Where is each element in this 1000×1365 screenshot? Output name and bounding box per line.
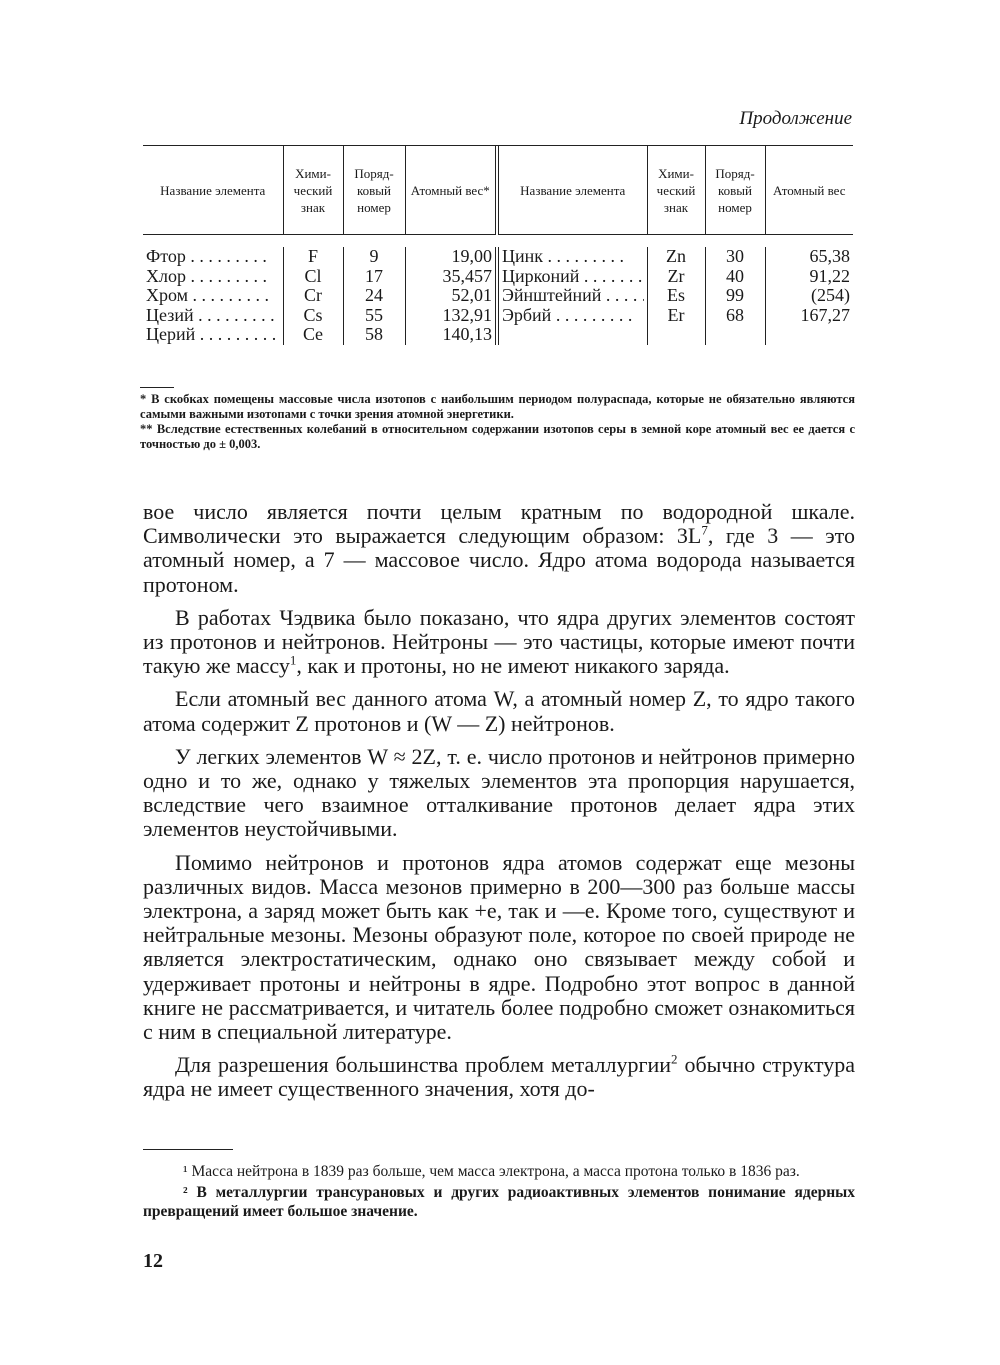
element-symbol: Zn	[666, 247, 686, 266]
header-weight-left: Атомный вес*	[405, 146, 497, 235]
main-text	[143, 500, 855, 1111]
element-weight: 19,00	[451, 247, 492, 266]
header-number-left: Поряд-ковый номер	[343, 146, 405, 235]
paragraph: У легких элементов W ≈ 2Z, т. е. число протонов и нейтронов примерно одно и то же, однако у тяжелых элементов эта пропорция нарушается, вследствие чего взаимное отталкивание протонов делает ядра этих элементов неустойчивыми.	[143, 743, 855, 842]
header-number-right: Поряд-ковый номер	[705, 146, 765, 235]
element-symbol: Cs	[303, 305, 323, 325]
element-name: Хром . . .	[146, 286, 280, 306]
paragraph	[143, 1053, 855, 1101]
paragraph-text: вое число является почти целым кратным по водородной шкале. Символически это выражается следующим образом: 3L	[143, 499, 855, 549]
header-name-left: Название элемента	[143, 146, 283, 235]
page-number: 12	[143, 1250, 163, 1272]
element-weight: 52,01	[451, 286, 492, 305]
element-weight: 167,27	[800, 305, 850, 325]
element-number: 68	[726, 305, 744, 325]
table-footnotes	[140, 387, 855, 452]
paragraph-text: В работах Чэдвика было показано, что ядра других элементов состоят из протонов и нейтронов. Нейтроны — это частицы, которые имеют почти такую же массу	[143, 604, 855, 679]
table-footnote: * В скобках помещены массовые числа изотопов с наибольшим периодом полураспада, которые не обязательно являются самыми важными изотопами с точки зрения атомной энергетики.	[140, 392, 855, 421]
header-symbol-left: Хими-ческий знак	[283, 146, 343, 235]
element-symbol: Zr	[667, 266, 685, 286]
element-number: 55	[365, 305, 383, 325]
element-symbol: Ce	[303, 325, 323, 344]
table-header-row	[143, 146, 853, 235]
table-footnote-rule	[140, 387, 174, 388]
footnote: ² В металлургии трансурановых и других радиоактивных элементов понимание ядерных превращений имеет большое значение.	[143, 1184, 855, 1220]
right-numbers-cell	[705, 247, 765, 345]
element-weight: 132,91	[442, 305, 492, 325]
element-name: Цезий . . .	[146, 306, 280, 326]
superscript: 7	[701, 522, 708, 538]
element-weight: 35,457	[442, 266, 492, 286]
element-weight: 91,22	[809, 266, 850, 286]
left-numbers-cell	[343, 247, 405, 345]
continuation-label: Продолжение	[739, 108, 852, 129]
element-name: Фтор . . .	[146, 247, 280, 267]
left-weights-cell	[405, 247, 497, 345]
paragraph: Если атомный вес данного атома W, а атомный номер Z, то ядро такого атома содержит Z протонов и (W — Z) нейтронов.	[143, 686, 855, 736]
table-footnote: ** Вследствие естественных колебаний в относительном содержании изотопов серы в земной коре атомный вес ее дается с точностью до ± 0,003.	[140, 422, 855, 451]
right-symbols-cell	[647, 247, 705, 345]
element-symbol: F	[307, 247, 318, 266]
footnote-ref: 1	[289, 652, 297, 668]
paragraph	[143, 500, 855, 597]
paragraph-text: , где 3 — это атомный номер, а 7 — массовое число. Ядро атома водорода называется протоном.	[143, 523, 855, 597]
left-names-cell	[143, 247, 283, 345]
element-number: 30	[726, 247, 744, 266]
paragraph: Помимо нейтронов и протонов ядра атомов содержат еще мезоны различных видов. Масса мезонов примерно в 200—300 раз больше массы электрона, а заряд может быть как +е, так и —е. Кроме того, существуют и нейтральные мезоны. Мезоны образуют поле, которое по своей природе не является электростатическим, однако оно связывает между собой и удерживает протоны и нейтроны в ядре. Подробно этот вопрос в данной книге не рассматривается, и читатель более подробно сможет ознакомиться с ним в специальной литературе.	[143, 849, 855, 1045]
element-name: Эйнштейний . . .	[502, 286, 644, 306]
paragraph-text: , как и протоны, но не имеют никакого заряда.	[296, 653, 730, 679]
left-symbols-cell	[283, 247, 343, 345]
header-name-right: Название элемента	[497, 146, 647, 235]
element-weight: (254)	[811, 286, 850, 305]
page-footnotes	[143, 1162, 855, 1223]
header-weight-right: Атомный вес	[772, 182, 846, 198]
element-number: 99	[726, 286, 744, 305]
element-number: 9	[369, 247, 379, 266]
element-name: Цирконий . . .	[502, 267, 644, 287]
element-weight: 140,13	[442, 325, 492, 344]
element-weight: 65,38	[809, 247, 850, 266]
table-body-row	[143, 247, 853, 345]
paragraph-text: Для разрешения большинства проблем металлургии	[175, 1052, 672, 1078]
element-number: 58	[365, 325, 383, 344]
element-name: Эрбий . . .	[502, 306, 644, 326]
element-symbol: Er	[667, 305, 685, 325]
element-number: 24	[365, 286, 383, 305]
element-symbol: Cl	[304, 266, 322, 286]
right-weights-cell	[765, 247, 853, 345]
elements-table-grid	[143, 146, 853, 345]
element-number: 17	[365, 266, 383, 286]
paragraph-text: обычно структура ядра не имеет существенного значения, хотя до-	[143, 1052, 855, 1102]
element-number: 40	[726, 266, 744, 286]
element-symbol: Cr	[304, 286, 322, 305]
element-name: Хлор . . .	[146, 267, 280, 287]
footnote-rule	[143, 1149, 233, 1150]
elements-table	[143, 145, 853, 345]
footnote-ref: 2	[671, 1051, 678, 1067]
element-symbol: Es	[667, 286, 685, 305]
footnote: ¹ Масса нейтрона в 1839 раз больше, чем масса электрона, а масса протона только в 1836 раз.	[183, 1163, 800, 1180]
right-names-cell	[497, 247, 647, 345]
element-name: Церий . . .	[146, 325, 280, 345]
header-symbol-right: Хими-ческий знак	[647, 146, 705, 235]
paragraph	[143, 606, 855, 679]
element-name: Цинк . . .	[502, 247, 644, 267]
